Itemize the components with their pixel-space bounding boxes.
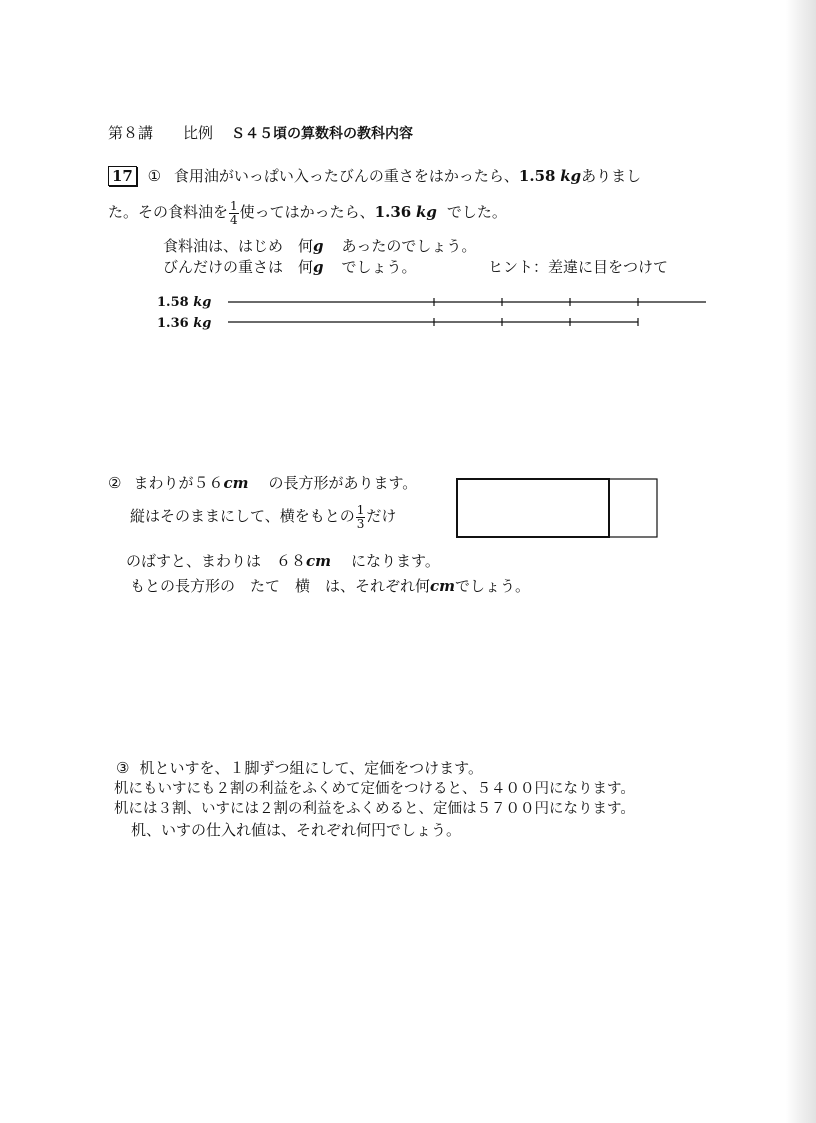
q3-line2: 机にもいすにも２割の利益をふくめて定価をつけると、５４００円になります。 [114,781,635,797]
q2-line2: 縦はそのままにして、横をもとの $\frac{1}{3}$ だけ [130,502,397,531]
q1-unit-2: kg [416,203,437,221]
q2-mark: ② [108,474,122,492]
q1-mark: ① [147,167,162,185]
diagram-label-2: 1.36 kg [157,316,212,331]
q1-text-1: 食用油がいっぱい入ったびんの重さをはかったら、 [173,167,519,185]
q2-line4: もとの長方形の たて 横 は、それぞれ何cmでしょう。 [130,577,531,595]
q1-value-1: 1.58 [518,167,556,185]
diagram-label-1: 1.58 kg [157,295,212,310]
q3-line1: ③ 机といすを、１脚ずつ組にして、定価をつけます。 [116,759,483,777]
q1-question-b: びんだけの重さは 何g でしょう。 [163,258,417,276]
q1-unit-1: kg [560,167,582,185]
fraction-one-third: $\frac{1}{3}$ [356,502,365,531]
lecture-topic: 比例 [183,124,214,142]
lecture-number: 第８講 [108,124,154,142]
q1-question-a: 食料油は、はじめ 何g あったのでしょう。 [163,237,477,255]
lecture-subtitle: Ｓ４５頃の算数科の教科内容 [231,126,414,142]
fraction-one-quarter: $\frac{1}{4}$ [230,198,238,227]
q3-line3: 机には３割、いすには２割の利益をふくめると、定価は５７００円になります。 [114,801,635,817]
original-rectangle [457,479,609,537]
extension-rectangle [609,479,657,537]
q1-hint: ヒント：差違に目をつけて [488,258,669,276]
q2-line1: ② まわりが５６cm の長方形があります。 [108,474,418,492]
q1-value-2: 1.36 [374,203,412,221]
problem-number-badge: 17 [108,166,137,186]
q3-line4: 机、いすの仕入れ値は、それぞれ何円でしょう。 [131,821,462,839]
q1-text-1-end: ありまし [581,167,642,185]
q1-text-2: た。その食料油を [108,203,229,221]
q2-line3: のばすと、まわりは ６８cm になります。 [126,552,440,570]
q1-text-2-end: でした。 [446,203,507,221]
q3-mark: ③ [116,759,130,777]
q1-text-2-mid: 使ってはかったら、 [239,203,375,221]
